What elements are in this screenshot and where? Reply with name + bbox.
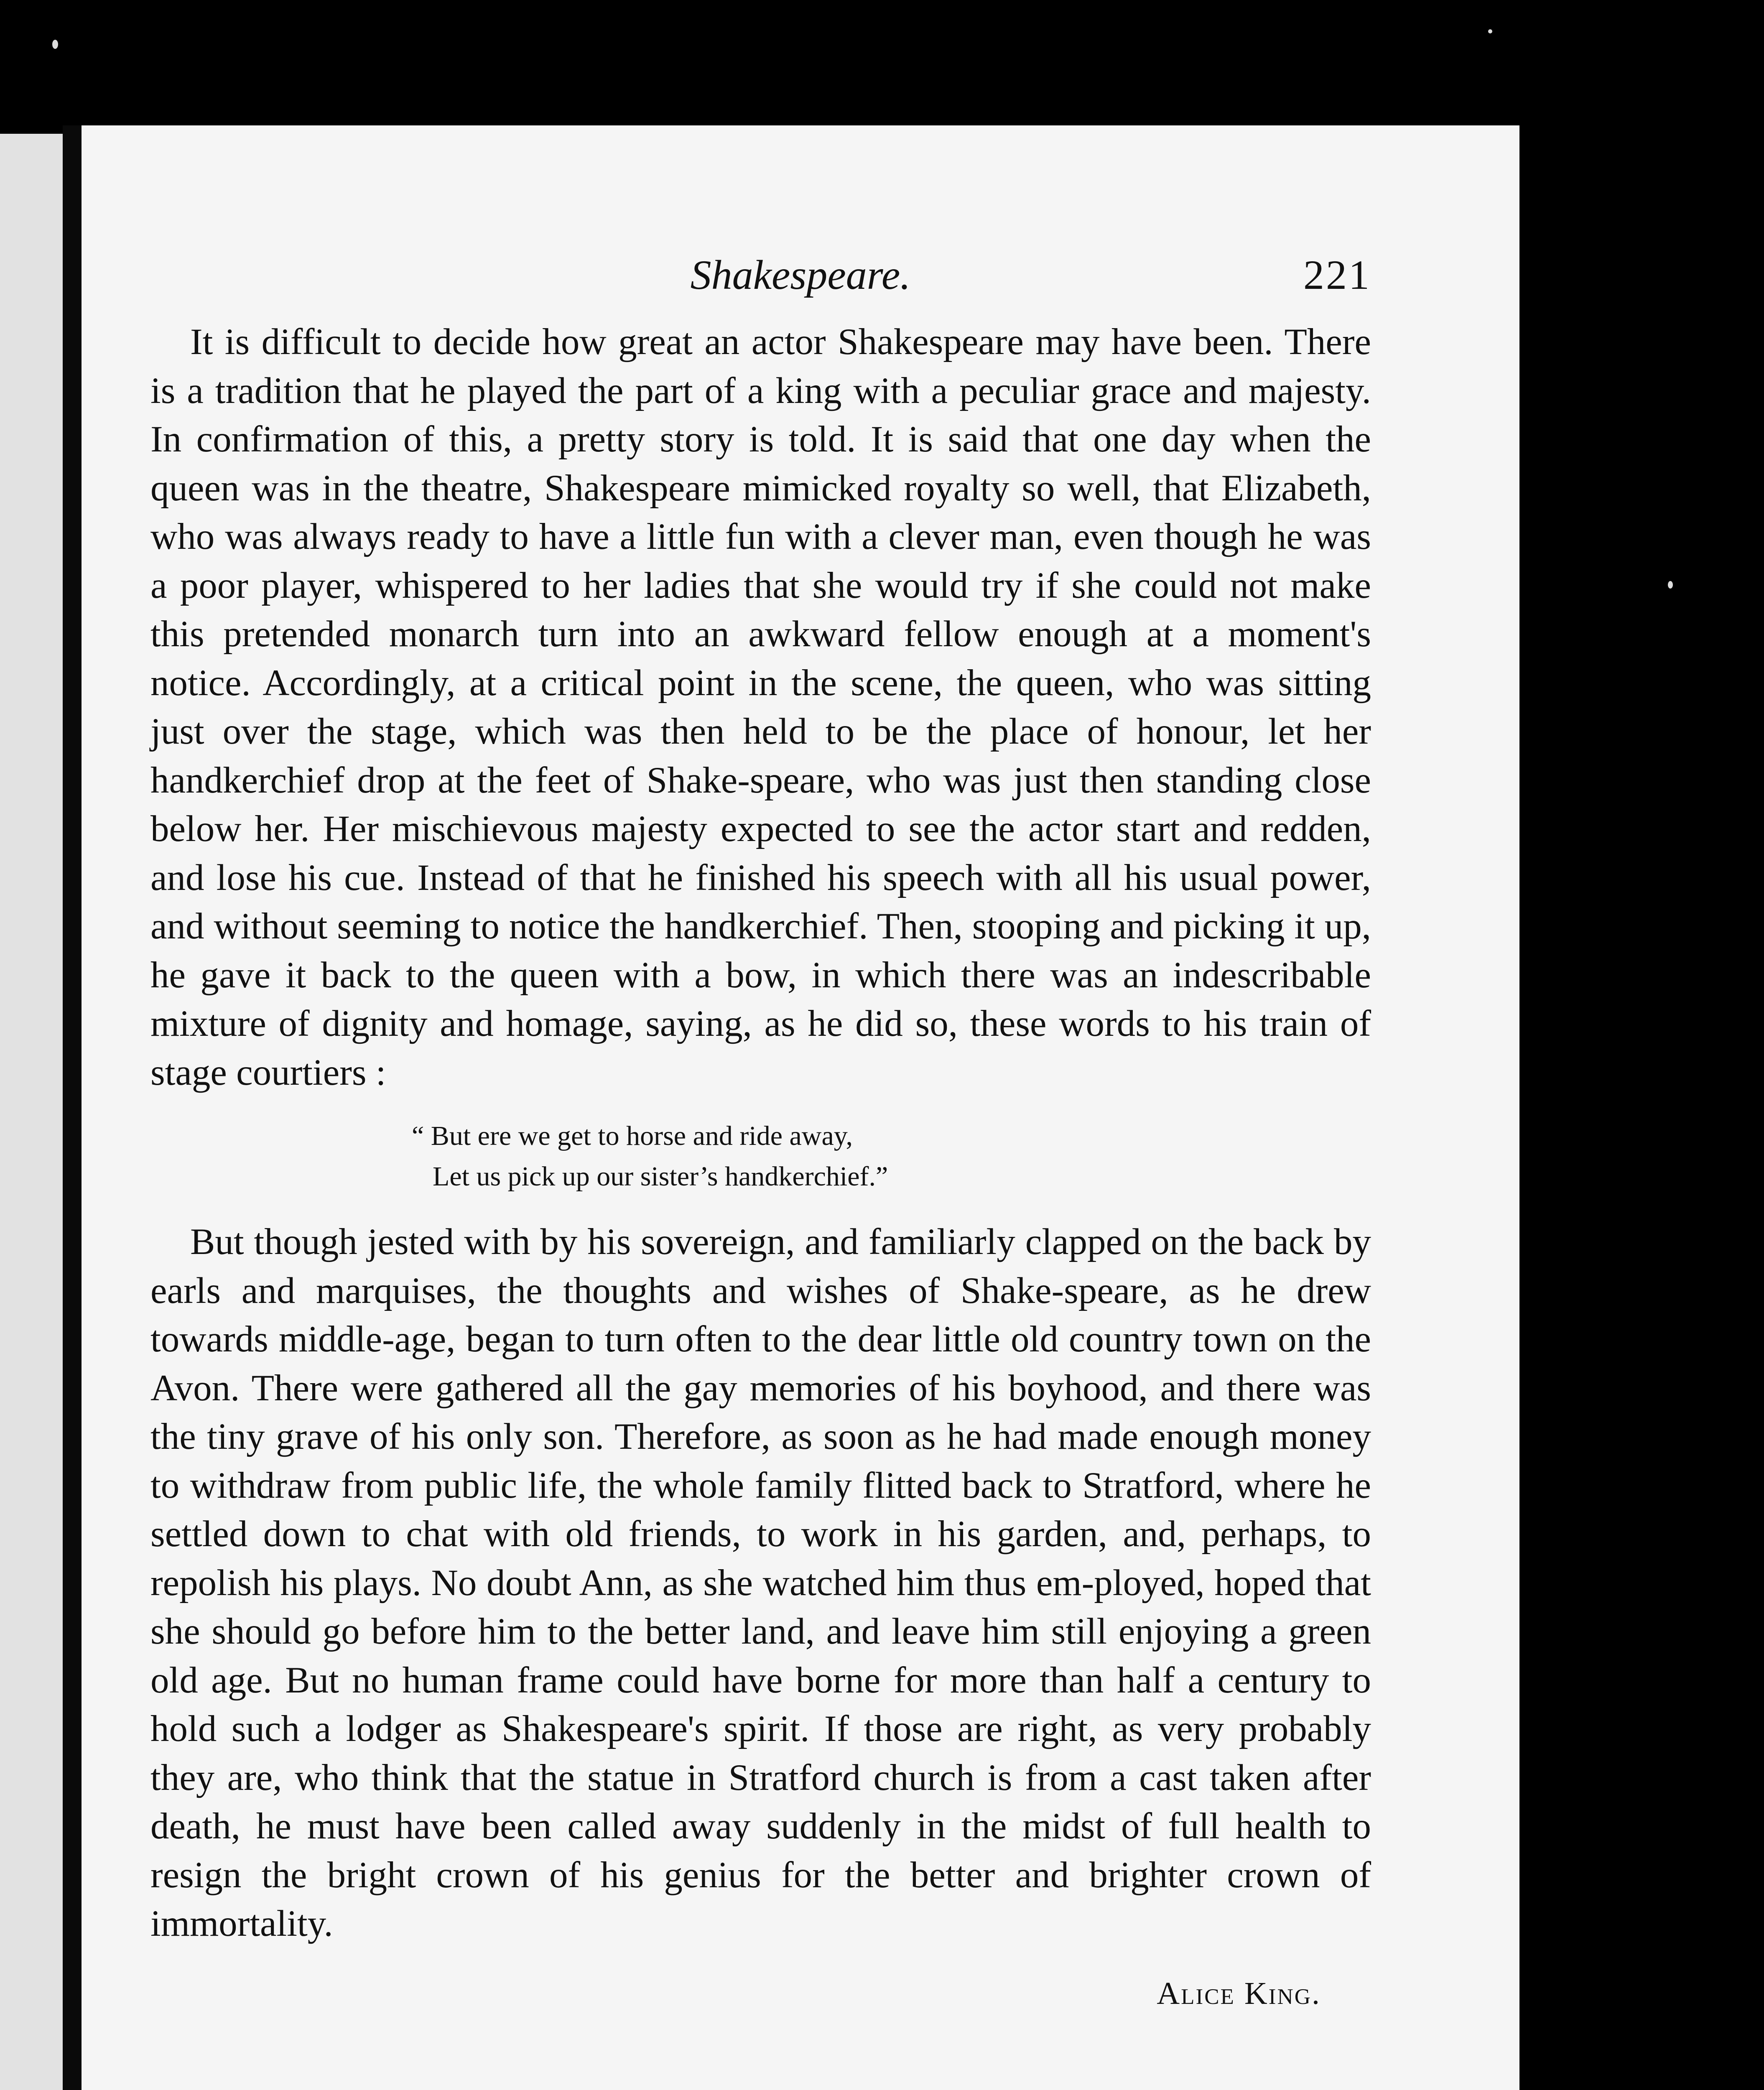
page-number: 221	[1303, 252, 1371, 298]
paragraph-1: It is difficult to decide how great an actor Shakespeare may have been. There is a tradition that he played the part of a king with a peculiar grace and majesty. In confirmation of this, a pretty story is told. It is said that one day when the queen was in the theatre, Shakespeare mimicked royalty so well, that Elizabeth, who was always ready to have a little fun with a clever man, even though he was a poor player, whispered to her ladies that she would try if she could not make this pretended monarch turn into an awkward fellow enough at a moment's notice. Accordingly, at a critical point in the scene, the queen, who was sitting just over the stage, which was then held to be the place of honour, let her handkerchief drop at the feet of Shake-speare, who was just then standing close below her. Her mischievous majesty expected to see the actor start and redden, and lose his cue. Instead of that he finished his speech with all his usual power, and without seeming to notice the handkerchief. Then, stooping and picking it up, he gave it back to the queen with a bow, in which there was an indescribable mixture of dignity and homage, saying, as he did so, these words to his train of stage courtiers :	[150, 321, 1371, 1093]
dust-speck	[1488, 29, 1492, 33]
verse-line-1: “ But ere we get to horse and ride away,	[412, 1121, 853, 1151]
book-gutter	[63, 125, 82, 2090]
author-signature: Alice King.	[1157, 1975, 1321, 2011]
dust-speck	[1668, 581, 1673, 589]
quoted-verse	[150, 1116, 1371, 1197]
book-page	[82, 125, 1519, 2090]
paragraph-2: But though jested with by his sovereign, and familiarly clapped on the back by earls and marquises, the thoughts and wishes of Shake-speare, as he drew towards middle-age, began to turn often to the dear little old country town on the Avon. There were gathered all the gay memories of his boyhood, and there was the tiny grave of his only son. Therefore, as soon as he had made enough money to withdraw from public life, the whole family flitted back to Stratford, where he settled down to chat with old friends, to work in his garden, and, perhaps, to repolish his plays. No doubt Ann, as she watched him thus em-ployed, hoped that she should go before him to the better land, and leave him still enjoying a green old age. But no human frame could have borne for more than half a century to hold such a lodger as Shakespeare's spirit. If those are right, as very probably they are, who think that the statue in Stratford church is from a cast taken after death, he must have been called away suddenly in the midst of full health to resign the bright crown of his genius for the better and brighter crown of immortality.	[150, 1221, 1371, 1944]
running-head	[82, 242, 1519, 309]
running-title: Shakespeare.	[690, 252, 911, 298]
dust-speck	[52, 40, 58, 49]
verse-line-2: Let us pick up our sister’s handkerchief.”	[433, 1161, 888, 1192]
facing-page-edge	[0, 134, 66, 2090]
body-text	[150, 318, 1371, 2018]
